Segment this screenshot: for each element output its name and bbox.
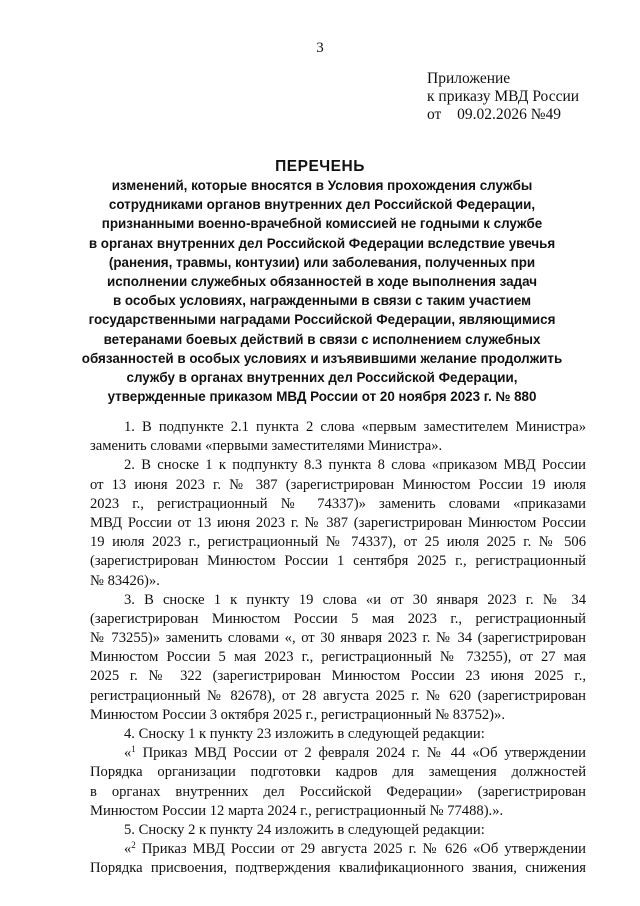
subtitle-line: в органах внутренних дел Российской Федерации вследствие увечья (88, 235, 556, 251)
subtitle-line: службу в органах внутренних дел Российской Федерации, (126, 370, 518, 386)
body-line: № 73255)» заменить словами «, от 30 января 2023 г. № 34 (зарегистрирован (90, 630, 586, 647)
subtitle-line: обязанностей в особых условиях и изъявившими желание продолжить (81, 350, 563, 366)
body-line: 1. В подпункте 2.1 пункта 2 слова «первым заместителем Министра» (124, 419, 586, 435)
body-line: МВД России от 13 июня 2023 г. № 387 (зарегистрирован Минюстом России (90, 514, 586, 531)
body-line: Минюстом России 3 октября 2025 г., регистрационный № 83752)». (90, 706, 505, 723)
appendix-header (427, 70, 579, 124)
appendix-date-prefix: от (427, 106, 442, 123)
subtitle-line: исполнении служебных обязанностей в ходе выполнения задач (106, 274, 537, 290)
body-line: 4. Сноску 1 к пункту 23 изложить в следующей редакции: (124, 726, 485, 742)
footnote-marker: 1 (131, 744, 136, 755)
body-line: Минюстом России 12 марта 2024 г., регистрационный № 77488).». (90, 802, 504, 819)
footnote-marker: 2 (131, 840, 136, 851)
footnote-text: Приказ МВД России от 2 февраля 2024 г. № 44 «Об утверждении (135, 745, 586, 762)
appendix-label: Приложение (427, 70, 511, 87)
body-line: (зарегистрирован Минюстом России 5 мая 2023 г., регистрационный (90, 610, 586, 627)
body-line: регистрационный № 82678), от 28 августа 2025 г. № 620 (зарегистрирован (90, 687, 586, 704)
body-line: 19 июля 2023 г., регистрационный № 74337), от 25 июля 2025 г. № 506 (90, 534, 586, 551)
body-line: в органах внутренних дел Российской Федерации» (зарегистрирован (90, 783, 586, 800)
footnote-text: Приказ МВД России от 29 августа 2025 г. № 626 «Об утверждении (135, 841, 586, 858)
footnote-line (90, 840, 586, 859)
open-quote: « (124, 745, 132, 762)
footnote-line (90, 744, 586, 763)
subtitle-line: признанными военно-врачебной комиссией не годными к службе (101, 216, 543, 232)
subtitle-line: ветеранами боевых действий в связи с исполнением служебных (103, 331, 541, 347)
subtitle-line: утвержденные приказом МВД России от 20 ноября 2023 г. № 880 (107, 389, 537, 405)
subtitle-line: в особых условиях, награжденными в связи с таким участием (112, 293, 532, 309)
subtitle-line: сотрудниками органов внутренних дел Российской Федерации, (108, 197, 536, 213)
appendix-date: 09.02.2026 (457, 106, 527, 123)
body-line: 2025 г. № 322 (зарегистрирован Минюстом России 23 июня 2025 г., (90, 668, 586, 685)
body-line: (зарегистрирован Минюстом России 1 сентября 2025 г., регистрационный (90, 553, 586, 570)
subtitle-line: изменений, которые вносятся в Условия прохождения службы (111, 178, 533, 193)
appendix-number: №49 (530, 106, 561, 123)
body-line: Порядка организации подготовки кадров для замещения должностей (90, 764, 586, 781)
body-line: заменить словами «первыми заместителями Министра». (90, 438, 443, 455)
page-number: 3 (316, 40, 324, 56)
subtitle-line: государственными наградами Российской Федерации, являющимися (88, 312, 556, 328)
body-line: Минюстом России 5 мая 2023 г., регистрационный № 73255), от 27 мая (90, 649, 586, 666)
body-line: Порядка присвоения, подтверждения квалификационного звания, снижения (90, 860, 586, 877)
body-line: 2023 г., регистрационный № 74337)» заменить словами «приказами (90, 495, 586, 512)
appendix-order-ref: к приказу МВД России (427, 88, 580, 105)
open-quote: « (124, 841, 132, 858)
body-line: 5. Сноску 2 к пункту 24 изложить в следующей редакции: (124, 821, 485, 838)
body-line: № 83426)». (90, 572, 160, 589)
body-line: 2. В сноске 1 к подпункту 8.3 пункта 8 слова «приказом МВД России (124, 457, 586, 474)
body-line: 3. В сноске 1 к пункту 19 слова «и от 30 января 2023 г. № 34 (124, 591, 586, 608)
document-title: ПЕРЕЧЕНЬ (275, 158, 365, 175)
document-body (90, 418, 586, 879)
document-subtitle (80, 176, 564, 406)
body-line: от 13 июня 2023 г. № 387 (зарегистрирован Минюстом России 19 июля (90, 476, 586, 493)
appendix-date-line (427, 106, 579, 124)
subtitle-line: (ранения, травмы, контузии) или заболевания, полученных при (108, 254, 536, 270)
